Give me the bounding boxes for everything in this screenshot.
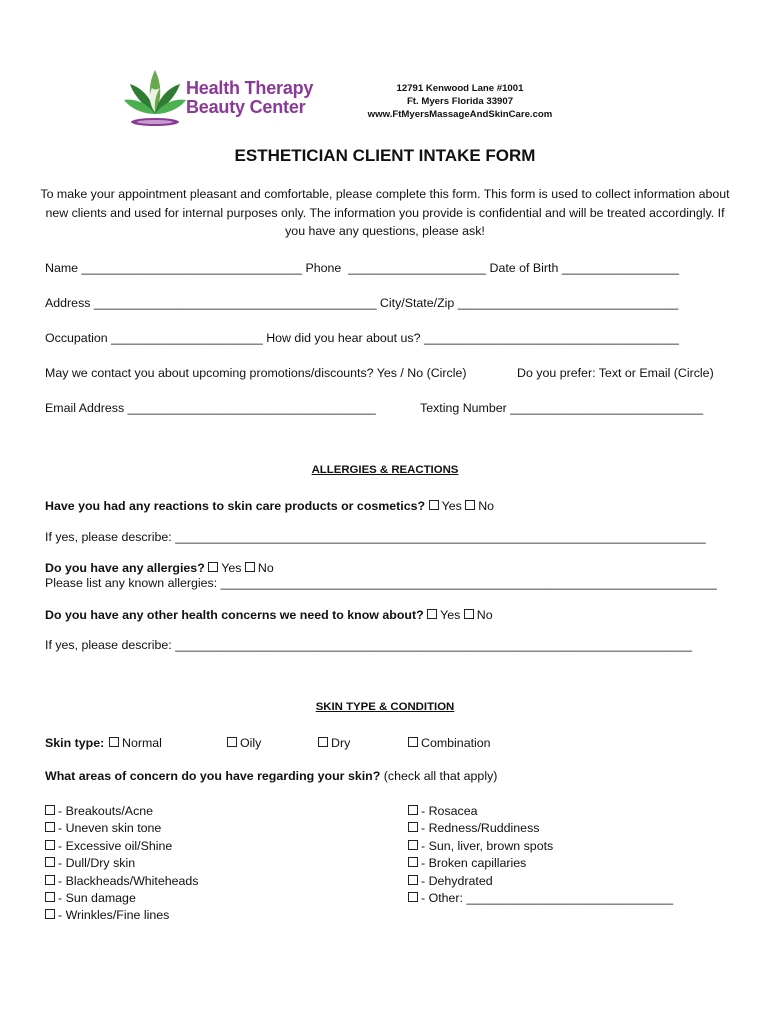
- allergies-question: Do you have any allergies?: [45, 561, 205, 575]
- reactions-describe-row: [45, 530, 706, 544]
- concern-right-item[interactable]: [408, 855, 673, 872]
- city-state-zip-field[interactable]: ________________________________: [457, 296, 679, 310]
- concern-left-checkbox[interactable]: [45, 822, 55, 832]
- allergies-list-row: [45, 576, 717, 590]
- skin-type-dry[interactable]: [318, 736, 350, 750]
- skin-type-combination[interactable]: [408, 736, 491, 750]
- address-field[interactable]: _________________________________________: [93, 296, 377, 310]
- allergies-question-row: [45, 561, 274, 575]
- concern-right-item[interactable]: [408, 873, 673, 890]
- concerns-right-list: [408, 803, 673, 907]
- concern-left-item[interactable]: [45, 907, 199, 924]
- concern-right-label: - Sun, liver, brown spots: [421, 838, 554, 853]
- allergies-heading: ALLERGIES & REACTIONS: [311, 464, 459, 476]
- concern-right-checkbox[interactable]: [408, 805, 418, 815]
- referral-field[interactable]: _____________________________________: [423, 331, 679, 345]
- referral-label: How did you hear about us?: [266, 331, 421, 345]
- reactions-no-label: No: [478, 499, 495, 513]
- skin-type-dry-label: Dry: [331, 736, 351, 750]
- intro-paragraph: To make your appointment pleasant and comfortable, please complete this form. This form is used to collect information about new clients and used for internal purposes only. The information you provide is confidential and will be treated accordingly. If you have any questions, please ask!: [40, 187, 730, 238]
- city-state-zip-label: City/State/Zip: [379, 296, 455, 310]
- concern-left-label: - Dull/Dry skin: [58, 856, 136, 871]
- allergies-no-checkbox[interactable]: [245, 562, 255, 572]
- texting-label: Texting Number: [420, 401, 507, 415]
- contact-preference[interactable]: Do you prefer: Text or Email (Circle): [517, 366, 714, 380]
- dob-label: Date of Birth: [489, 261, 559, 275]
- concern-question-row: [45, 769, 497, 783]
- concern-left-item[interactable]: [45, 890, 199, 907]
- concern-left-checkbox[interactable]: [45, 840, 55, 850]
- concern-right-checkbox[interactable]: [408, 822, 418, 832]
- form-title: ESTHETICIAN CLIENT INTAKE FORM: [234, 146, 536, 165]
- reactions-no-checkbox[interactable]: [465, 500, 475, 510]
- reactions-describe-field[interactable]: _____________________________________________________________________________: [175, 530, 706, 544]
- health-concerns-describe-row: [45, 638, 692, 652]
- health-concerns-no-label: No: [476, 608, 493, 622]
- dob-field[interactable]: _________________: [561, 261, 679, 275]
- reactions-question: Have you had any reactions to skin care products or cosmetics?: [45, 499, 426, 513]
- concern-right-item[interactable]: [408, 803, 673, 820]
- concern-left-label: - Wrinkles/Fine lines: [58, 908, 170, 923]
- concern-left-checkbox[interactable]: [45, 909, 55, 919]
- name-field[interactable]: ________________________________: [81, 261, 303, 275]
- address-label: Address: [45, 296, 91, 310]
- skin-type-oily[interactable]: [227, 736, 261, 750]
- concern-left-label: - Sun damage: [58, 891, 136, 906]
- email-label: Email Address: [45, 401, 125, 415]
- health-concerns-yes-checkbox[interactable]: [427, 609, 437, 619]
- reactions-yes-checkbox[interactable]: [429, 500, 439, 510]
- skin-type-dry-checkbox[interactable]: [318, 737, 328, 747]
- occupation-label: Occupation: [45, 331, 108, 345]
- concern-right-label: - Other: ______________________________: [421, 891, 674, 906]
- skin-type-oily-checkbox[interactable]: [227, 737, 237, 747]
- skin-type-oily-label: Oily: [240, 736, 262, 750]
- skin-type-normal-checkbox[interactable]: [109, 737, 119, 747]
- concern-left-checkbox[interactable]: [45, 892, 55, 902]
- allergies-list-label: Please list any known allergies:: [45, 576, 218, 590]
- concern-left-label: - Blackheads/Whiteheads: [58, 873, 199, 888]
- health-concerns-yes-label: Yes: [440, 608, 461, 622]
- concern-left-label: - Breakouts/Acne: [58, 804, 154, 818]
- phone-field[interactable]: ____________________: [348, 261, 487, 275]
- concern-right-label: - Redness/Ruddiness: [421, 821, 540, 836]
- concern-right-checkbox[interactable]: [408, 840, 418, 850]
- website-link[interactable]: www.FtMyersMassageAndSkinCare.com: [367, 109, 553, 120]
- concern-left-item[interactable]: [45, 803, 199, 820]
- reactions-yes-label: Yes: [441, 499, 462, 513]
- skin-heading: SKIN TYPE & CONDITION: [315, 701, 455, 713]
- phone-label: Phone: [305, 261, 342, 275]
- concern-right-item[interactable]: [408, 820, 673, 837]
- concern-note: (check all that apply): [383, 769, 498, 783]
- concern-right-label: - Rosacea: [421, 804, 478, 818]
- allergies-yes-label: Yes: [221, 561, 242, 575]
- skin-type-normal-label: Normal: [122, 736, 162, 750]
- logo: [124, 66, 324, 132]
- skin-type-normal[interactable]: [109, 736, 162, 750]
- health-concerns-question-row: [45, 608, 493, 622]
- health-concerns-describe-field[interactable]: ___________________________________________________________________________: [175, 638, 693, 652]
- allergies-yes-checkbox[interactable]: [208, 562, 218, 572]
- concern-right-checkbox[interactable]: [408, 857, 418, 867]
- texting-row: [420, 401, 703, 415]
- concern-left-checkbox[interactable]: [45, 805, 55, 815]
- concern-left-checkbox[interactable]: [45, 857, 55, 867]
- concern-right-label: - Dehydrated: [421, 873, 493, 888]
- skin-type-combination-label: Combination: [421, 736, 491, 750]
- promo-question[interactable]: May we contact you about upcoming promotions/discounts? Yes / No (Circle): [45, 366, 467, 380]
- concern-left-checkbox[interactable]: [45, 875, 55, 885]
- email-row: [45, 401, 376, 415]
- concern-right-checkbox[interactable]: [408, 875, 418, 885]
- name-label: Name: [45, 261, 79, 275]
- address-row: [45, 296, 678, 310]
- lotus-leaf-icon: [124, 66, 186, 132]
- allergies-list-field[interactable]: ________________________________________________________________________: [220, 576, 717, 590]
- concerns-left-list: [45, 803, 199, 925]
- health-concerns-describe-label: If yes, please describe:: [45, 638, 172, 652]
- occupation-row: [45, 331, 679, 345]
- concern-right-label: - Broken capillaries: [421, 856, 527, 871]
- concern-right-item[interactable]: [408, 838, 673, 855]
- concern-left-item[interactable]: [45, 838, 199, 855]
- concern-left-item[interactable]: [45, 855, 199, 872]
- allergies-no-label: No: [257, 561, 274, 575]
- address-line-2: Ft. Myers Florida 33907: [406, 96, 514, 107]
- logo-line-1: Health Therapy: [186, 78, 314, 98]
- concern-left-item[interactable]: [45, 820, 199, 837]
- reactions-question-row: [45, 499, 494, 513]
- concern-left-label: - Excessive oil/Shine: [58, 838, 173, 853]
- health-concerns-no-checkbox[interactable]: [464, 609, 474, 619]
- name-row: [45, 261, 679, 275]
- occupation-field[interactable]: ______________________: [111, 331, 263, 345]
- reactions-describe-label: If yes, please describe:: [45, 530, 172, 544]
- email-field[interactable]: ____________________________________: [127, 401, 376, 415]
- skin-type-label: Skin type:: [45, 736, 105, 750]
- concern-question: What areas of concern do you have regarding your skin?: [45, 769, 381, 783]
- address-line-1: 12791 Kenwood Lane #1001: [396, 83, 524, 94]
- concern-right-checkbox[interactable]: [408, 892, 418, 902]
- health-concerns-question: Do you have any other health concerns we need to know about?: [45, 608, 424, 622]
- concern-left-label: - Uneven skin tone: [58, 821, 162, 836]
- concern-left-item[interactable]: [45, 873, 199, 890]
- texting-field[interactable]: ____________________________: [510, 401, 704, 415]
- logo-line-2: Beauty Center: [186, 97, 306, 117]
- skin-type-combination-checkbox[interactable]: [408, 737, 418, 747]
- concern-right-item[interactable]: [408, 890, 673, 907]
